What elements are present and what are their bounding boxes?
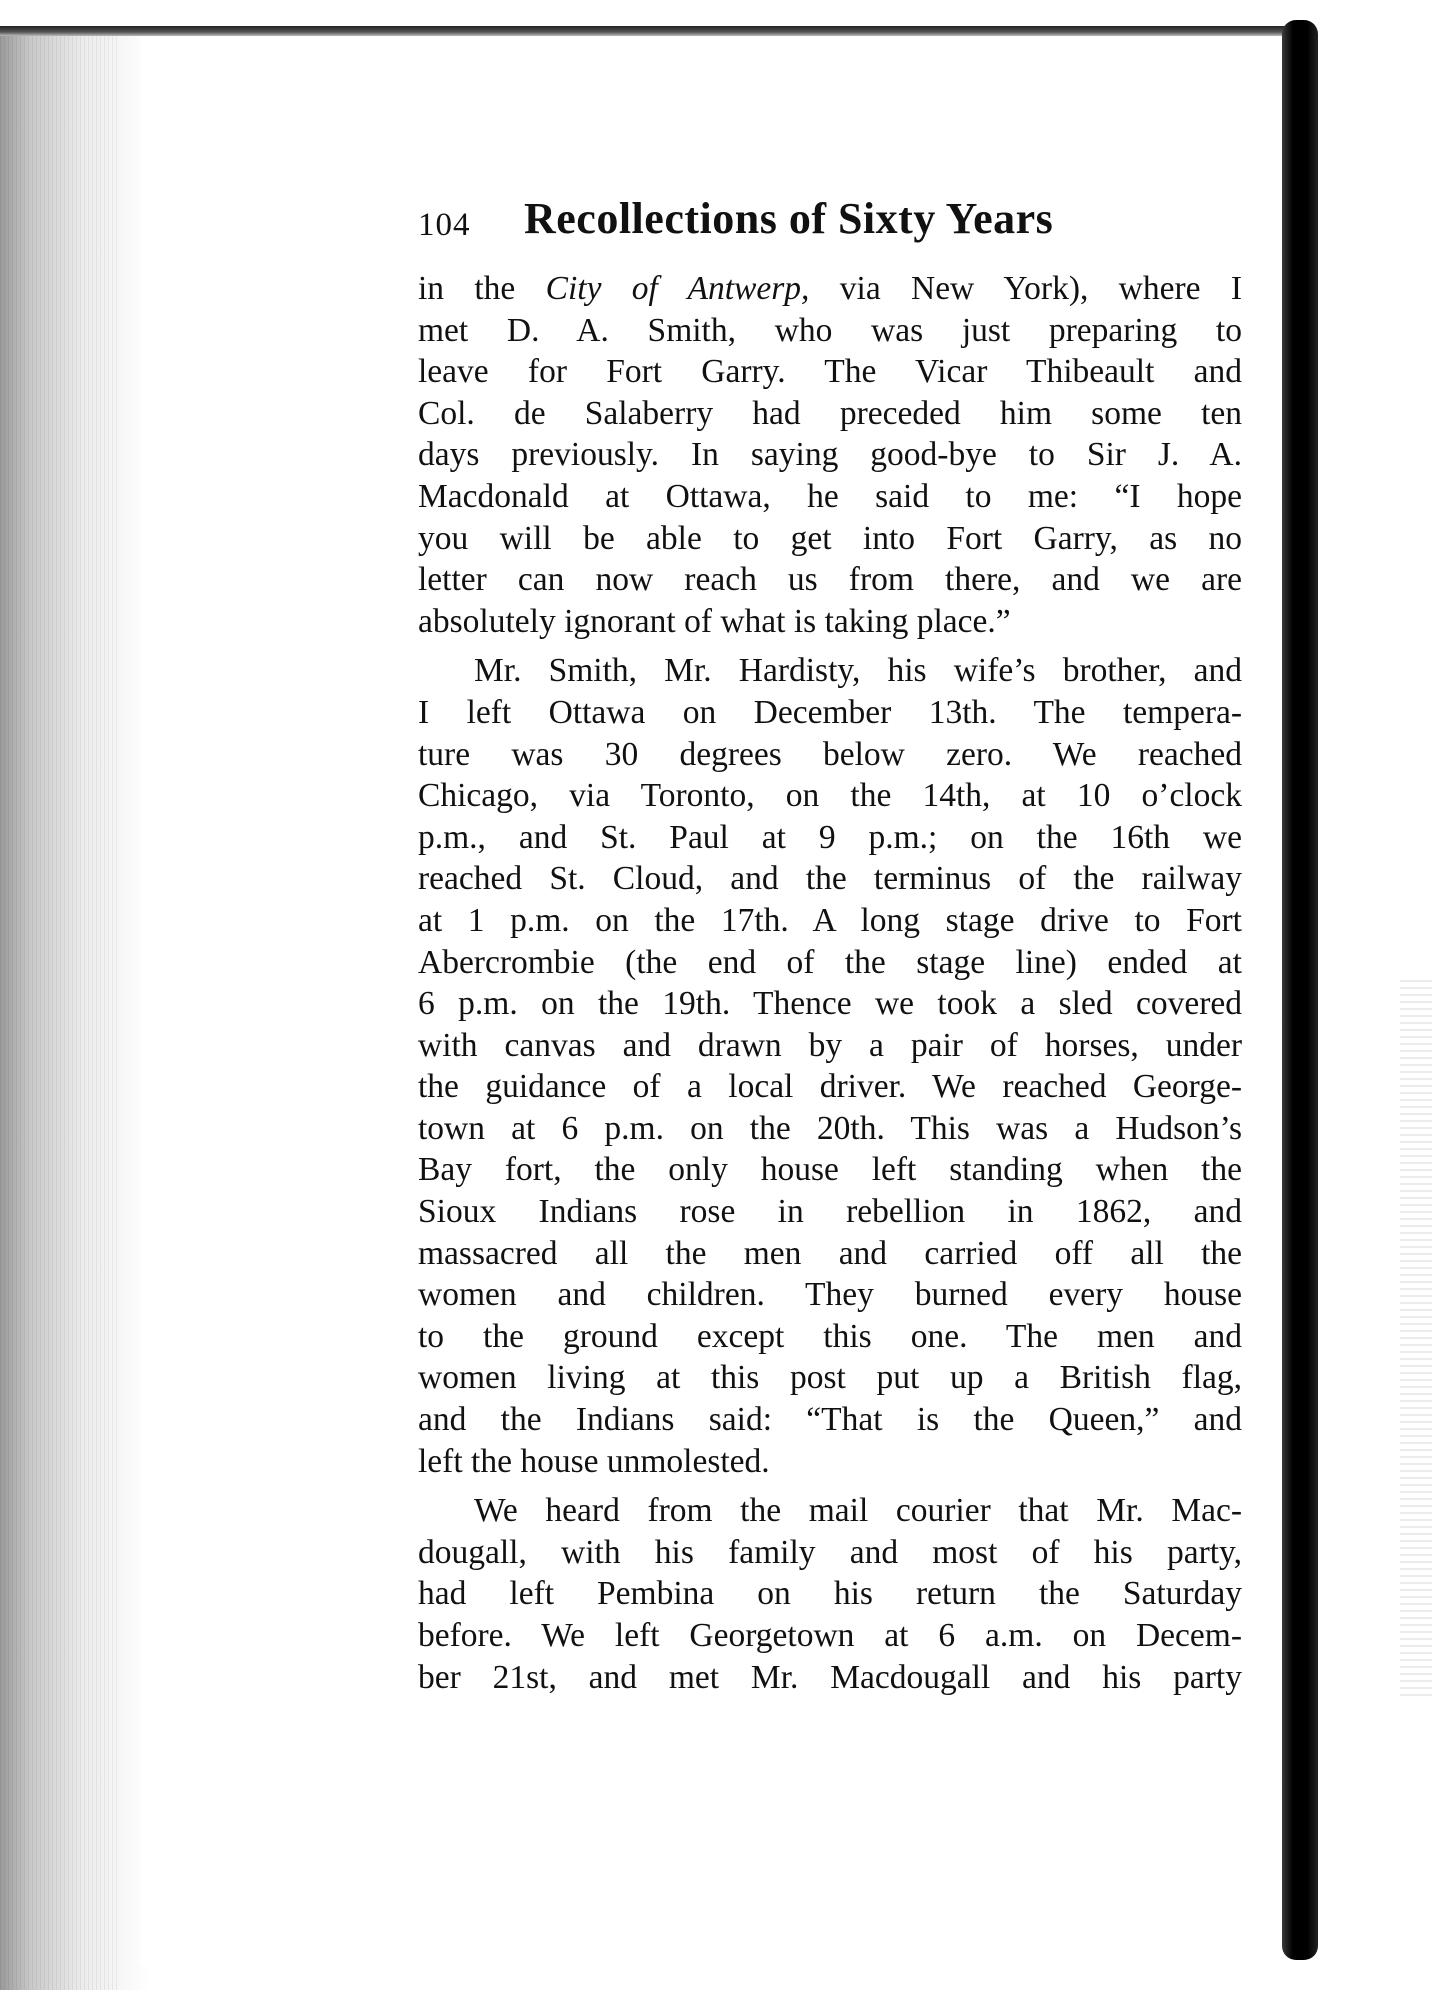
facing-page-bleed-through — [1400, 980, 1432, 1700]
text-line: reached St. Cloud, and the terminus of the railway — [418, 860, 1242, 898]
text-line: Sioux Indians rose in rebellion in 1862, and — [418, 1193, 1242, 1231]
book-spine-shadow — [1282, 20, 1318, 1960]
text-line: 6 p.m. on the 19th. Thence we took a sled covered — [418, 985, 1242, 1023]
text-line: women living at this post put up a British flag, — [418, 1359, 1242, 1397]
text-line: in the City of Antwerp, via New York), where I — [418, 270, 1242, 307]
text-line: ber 21st, and met Mr. Macdougall and his party — [418, 1658, 1242, 1696]
text-line: Abercrombie (the end of the stage line) ended at — [418, 943, 1242, 981]
text-line: before. We left Georgetown at 6 a.m. on Decem- — [418, 1617, 1242, 1654]
text-line: We heard from the mail courier that Mr. Mac- — [474, 1492, 1242, 1530]
text-line: Col. de Salaberry had preceded him some ten — [418, 394, 1242, 432]
text-line: dougall, with his family and most of his party, — [418, 1533, 1242, 1571]
text-line: to the ground except this one. The men and — [418, 1317, 1242, 1355]
text-line: leave for Fort Garry. The Vicar Thibeault and — [418, 353, 1242, 391]
ship-name: City of Antwerp, — [545, 270, 810, 307]
text-line: women and children. They burned every house — [418, 1276, 1242, 1314]
text-line: massacred all the men and carried off all the — [418, 1234, 1242, 1272]
page-number: 104 — [418, 207, 471, 243]
text-line: and the Indians said: “That is the Queen,” and — [418, 1401, 1242, 1439]
top-page-edge — [0, 26, 1305, 36]
text-line: met D. A. Smith, who was just preparing to — [418, 311, 1242, 349]
text-line: at 1 p.m. on the 17th. A long stage drive to Fort — [418, 901, 1242, 939]
body-text — [418, 268, 1242, 1698]
page-stack-texture — [0, 30, 120, 1990]
text-line: I left Ottawa on December 13th. The tempera- — [418, 693, 1242, 731]
text-line: Bay fort, the only house left standing when the — [418, 1151, 1242, 1189]
text-line: with canvas and drawn by a pair of horses, under — [418, 1026, 1242, 1064]
text-line: the guidance of a local driver. We reached George- — [418, 1068, 1242, 1106]
text-line: Chicago, via Toronto, on the 14th, at 10 o’clock — [418, 777, 1242, 815]
text-line: Macdonald at Ottawa, he said to me: “I hope — [418, 477, 1242, 515]
text-line: town at 6 p.m. on the 20th. This was a Hudson’s — [418, 1109, 1242, 1147]
text-line: p.m., and St. Paul at 9 p.m.; on the 16th we — [418, 818, 1242, 856]
text-line: absolutely ignorant of what is taking place.” — [418, 602, 1011, 640]
text-line: left the house unmolested. — [418, 1442, 770, 1480]
running-title: Recollections of Sixty Years — [524, 194, 1054, 243]
text-line: letter can now reach us from there, and we are — [418, 561, 1242, 599]
text-line: you will be able to get into Fort Garry, as no — [418, 519, 1242, 557]
text-line: had left Pembina on his return the Saturday — [418, 1575, 1242, 1613]
running-header — [418, 193, 1248, 253]
text-line: ture was 30 degrees below zero. We reached — [418, 735, 1242, 773]
text-line: Mr. Smith, Mr. Hardisty, his wife’s brother, and — [474, 652, 1242, 690]
text-line: days previously. In saying good-bye to Sir J. A. — [418, 436, 1242, 474]
